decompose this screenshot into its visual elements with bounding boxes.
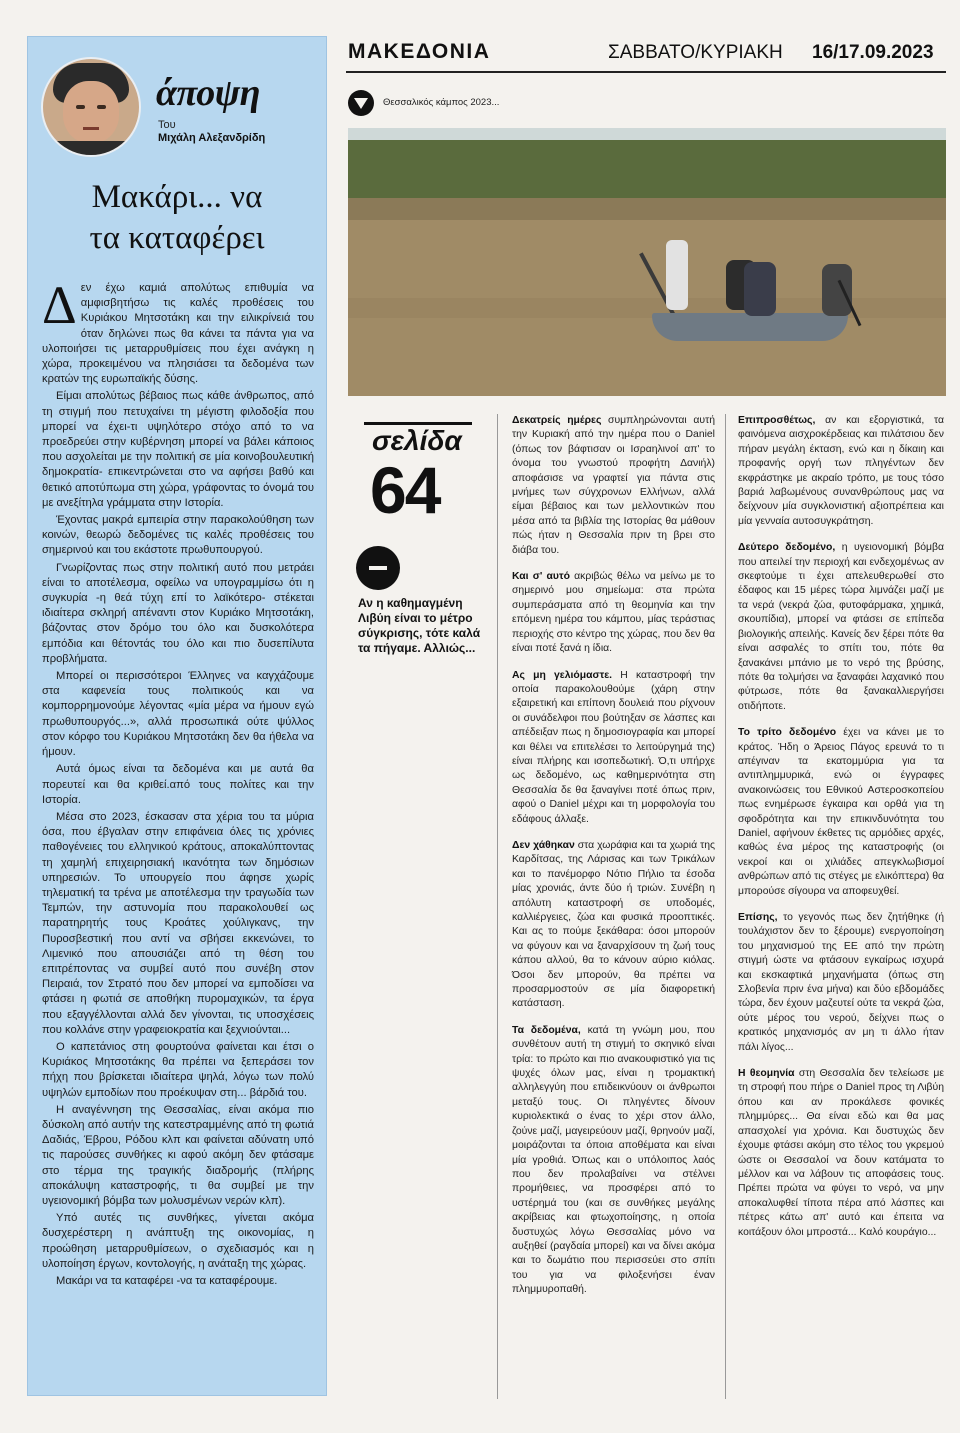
down-arrow-icon — [348, 90, 374, 116]
column-divider — [497, 414, 498, 1399]
page-label: σελίδα — [372, 425, 462, 456]
article-headline — [42, 177, 312, 259]
byline-author: Μιχάλη Αλεξανδρίδη — [158, 132, 266, 144]
paragraph: Τα δεδομένα, κατά τη γνώμη μου, που συνθέτουν αυτή τη στιγμή το σκηνικό είναι τρία: το πρώτο και πιο ανακουφιστικό για τις ψυχές όλων μας, είναι η τρομακτική αλληλεγγύη που επιδεικνύουν οι άνθρωποι μεταξύ τους. Οι πληγέντες δίνουν κυριολεκτικά ο ένας το χέρι στον άλλο, ζούνε μαζί, μαγειρεύουν μαζί, θρηνούν μαζί, μοιράζονται τα όποια αποθέματα και είναι μία γροθιά. Όπως και ο υπόλοιπος λαός που δεν προλαβαίνει να στέλνει προμήθειες, να προσφέρει από το υστέρημά του (και σε συνθήκες μεγάλης ακρίβειας και φτωχοποίησης, η οποία δυστυχώς λόγω Θεσσαλίας μόνο να αυξηθεί (ραγδαία μπορεί) και να δίνει ακόμα και το δωμάτιο που περισσεύει στο σπίτι του για να φιλοξενήσει έναν πλημμυροπαθή. — [512, 1024, 715, 1296]
photo-caption: Θεσσαλικός κάμπος 2023... — [383, 97, 500, 108]
paragraph: Υπό αυτές τις συνθήκες, γίνεται ακόμα δυσχερέστερη η ανάπτυξη της οικονομίας, η προώθηση μεταρρυθμίσεων, ο σχεδιασμός και η υλοποίηση έργων, κοντολογής, η ανάταξη της χώρας. — [42, 1212, 314, 1270]
paragraph: Η αναγέννηση της Θεσσαλίας, είναι ακόμα πιο δύσκολη από αυτήν της κατεστραμμένης από τη φωτιά Δαδιάς, Έβρου, Ρόδου κλπ και φαίνεται αδύνατη υπό τις παρούσες συνθήκες κι αφού ακόμη δεν φτάσαμε στο τέρμα της τραγικής διαδρομής (πλήρης αποκάλυψη καταστροφής, τι θα συμβεί με την υγειονομική βόμβα των μολυσμένων νερών κλπ). — [42, 1103, 314, 1207]
newspaper-masthead: ΜΑΚΕΔΟΝΙΑ — [348, 40, 491, 63]
paragraph: Το τρίτο δεδομένο έχει να κάνει με το κράτος. Ήδη ο Άρειος Πάγος ερευνά το τι απέγιναν τα εκατομμύρια για τα αντιπλημμυρικά, ενώ οι έγγραφες ανακοινώσεις του Εθνικού Αστεροσκοπείου πως ενημέρωσε έγκαιρα και ορθά για τη σφοδρότητα και την επικινδυνότητα του Daniel, αφήνουν έκθετες τις αρμόδιες αρχές, καθώς ένα μέρος της καταστροφής (οι νεκροί και οι χιλιάδες απεγκλωβισμοί ανθρώπων από τις στέγες με ελικόπτερα) θα μπορούσε σίγουρα να αποφευχθεί. — [738, 727, 944, 897]
paragraph: Δεύτερο δεδομένο, η υγειονομική βόμβα που απειλεί την περιοχή και ενδεχομένως αν σκεφτούμε τι έχει απελευθερωθεί στο έδαφος και 15 μέρες τώρα λιμνάζει μαζί με τα νερά (νεκρά ζώα, φυτοφάρμακα, χημικά, σκουπίδια), μπορεί να φτάσει σε επίπεδα βιολογικής απειλής. Κανείς δεν ξέρει πότε θα είναι ασφαλές το σπίτι του, πότε θα ξανακάνει μπάνιο με το νερό της βρύσης, πότε θα τολμήσει να ξαναφάει λαχανικό που φύτρωσε, πότε θα ξανακαλλιεργήσει οτιδήποτε. — [738, 542, 944, 712]
paragraph: Δεν έχω καμιά απολύτως επιθυμία να αμφισβητήσω τις καλές προθέσεις του Κυριάκου Μητσοτάκη και την ειλικρίνειά του όταν δηλώνει πως θα κάνει τα πάντα για να υλοποιήσει τις μεταρρυθμίσεις που έχει ανάγκη η χώρα, προκειμένου να πλησιάσει τα δεδομένα των κρατών της ευρωπαϊκής δύσης. — [42, 275, 314, 386]
paragraph: Και σ' αυτό ακριβώς θέλω να μείνω με το σημερινό μου σημείωμα: στα πρώτα συμπεράσματα από τη θεομηνία και την επόμενη ημέρα του κάμπου, μίας τεράστιας περιοχής στο κέντρο της χώρας, που δεν θα είναι ποτέ ξανά η ίδια. — [512, 571, 715, 655]
article-column-3 — [738, 414, 944, 1252]
header-divider — [346, 71, 946, 73]
minus-icon — [356, 546, 400, 590]
issue-date: 16/17.09.2023 — [812, 42, 934, 63]
flood-photo — [348, 128, 946, 396]
headline-line-2: τα καταφέρει — [89, 220, 265, 256]
column-divider — [725, 414, 726, 1399]
paragraph: Μέσα στο 2023, έσκασαν στα χέρια του τα μύρια όσα, που έβγαλαν στην επιφάνεια όλες τις χρόνιες παθογένειες του ελληνικού κράτους, αποκαλύπτοντας τη χαμηλή επιχειρησιακή ικανότητα των δημόσιων υπηρεσιών. Το υπουργείο που άφησε χωρίς τηλεματική τα τρένα με αποτέλεσμα την τραγωδία των Τεμπών, την αστυνομία που παρακολουθεί ως παρατηρητής τους Κροάτες χούλιγκανς, την Πυροσβεστική που αντί να σβήσει εκκενώνει, το Λιμενικό που απουσιάζει από τη θέση του επιτρέποντας να συμβεί αυτό που συνέβη στον Πειραιά, τον Στρατό που δεν μπορεί να εμποδίσει να φτάσει η φωτιά σε αποθήκη πυρομαχικών, τα έργα που εξαγγέλλονται αλλά δεν γίνονται, τις υποσχέσεις που κολλάνε στην γραφειοκρατία και ξεχνιούνται... — [42, 810, 314, 1036]
paragraph: Ο καπετάνιος στη φουρτούνα φαίνεται και έτσι ο Κυριάκος Μητσοτάκης θα πρέπει να ξεπεράσει τον πήχη που βρίσκεται ιδιαίτερα ψηλά, λόγω των πολύ υψηλών εμποδίων που προέκυψαν στη... βάρδιά του. — [42, 1040, 314, 1099]
byline-prefix: Του — [158, 119, 176, 131]
opinion-column — [27, 36, 327, 1396]
paragraph: Αυτά όμως είναι τα δεδομένα και με αυτά θα πορευτεί και θα κριθεί.από τους πολίτες και την Ιστορία. — [42, 763, 314, 806]
issue-day: ΣΑΒΒΑΤΟ/ΚΥΡΙΑΚΗ — [608, 42, 783, 63]
opinion-body — [42, 275, 314, 1291]
paragraph: Γνωρίζοντας πως στην πολιτική αυτό που μετράει είναι το αποτέλεσμα, οφείλω να υπογραμμίσω ότι η συγκυρία -η θεά τύχη επί το λαϊκότερο- στέκεται ιδιαίτερα σκληρή απέναντι στον Κυριάκο Μητσοτάκη, βάζοντας στον δρόμο του όλο και δυσκολότερα εμπόδια και θέτοντάς του όλο και πιο δυσεπίλυτα προβλήματα. — [42, 561, 314, 665]
paragraph: Είμαι απολύτως βέβαιος πως κάθε άνθρωπος, από τη στιγμή που πετυχαίνει τη μέγιστη φιλοδοξία που μπορεί να έχει-τι υψηλότερο στόχο από το να προεδρεύει στην κυβέρνηση μπορεί να βάλει κάποιος που ασχολείται με την πολιτική σε μία κοινοβουλευτική δημοκρατία- επικεντρώνεται στο να αφήσει βαθύ και θετικό αποτύπωμα στη χώρα, γράφοντας το όνομά του με ανεξίτηλα γράμματα στην Ιστορία. — [42, 390, 314, 509]
paragraph: Επίσης, το γεγονός πως δεν ζητήθηκε (ή τουλάχιστον δεν το ξέρουμε) ενεργοποίηση του μηχανισμού της ΕΕ από την πρώτη στιγμή ώστε να φτάσουν εγκαίρως ισχυρά και εκσκαφτικά μηχανήματα (όπως στη Σλοβενία πριν ένα μήνα) και δύο εβδομάδες τώρα, δεν έχουν μαζευτεί ούτε τα νεκρά ζώα, ούτε μέρος του νερού, δείχνει πως ο κρατικός μηχανισμός αν μη τι άλλο ήταν πάλι λίγος... — [738, 912, 944, 1053]
paragraph: Επιπροσθέτως, αν και εξοργιστικά, τα φαινόμενα αισχροκέρδειας και πιλάτσιου δεν πήραν μεγάλη έκταση, ενώ και η δίκαιη και προφανής οργή των πληγέντων δεν εκφράστηκε με ακραίο τρόπο, με τους τόσο βαριά λαβωμένους συνανθρώπους μας να δείχνουν μία συγκλονιστική αξιοπρέπεια και μία γενναία αυτοσυγκράτηση. — [738, 415, 944, 527]
paragraph: Μπορεί οι περισσότεροι Έλληνες να καγχάζουμε στα καφενεία τους πολιτικούς και να κομπορρημονούμε λέγοντας «μία μέρα να ήμουν εγώ πρωθυπουργός...», αλλά προσωπικά ούτε ψύλλος στον κόρφο του Κυριάκου Μητσοτάκη δεν θα ήθελα να ήμουν. — [42, 670, 314, 759]
page-teaser: Αν η καθημαγμένη Λιβύη είναι το μέτρο σύγκρισης, τότε καλά τα πήγαμε. Αλλιώς... — [358, 596, 481, 655]
paragraph: Η θεομηνία στη Θεσσαλία δεν τελείωσε με τη στροφή που πήρε ο Daniel προς τη Λιβύη όπου και αν προκάλεσε φονικές πλημμύρες... Θα είναι εδώ και θα μας απασχολεί για χρόνια. Και δυστυχώς δεν έχουμε φτάσει ακόμη στο τέλος του γκρεμού ώστε οι Θεσσαλοί να δουν κατάματα το μέλλον και να λάβουν τις αποφάσεις τους. Πρέπει πρώτα να φύγει το νερό, να μην αποκαλυφθεί τίποτα πέρα από λάσπες και πέτρες κάτω απ' αυτό και έπειτα να κοιτάξουν όλοι μπροστά... Καλό κουράγιο... — [738, 1068, 944, 1238]
paragraph: Ας μη γελιόμαστε. Η καταστροφή την οποία παρακολουθούμε (χάρη στην εξαιρετική και επίπονη δουλειά που ρίχνουν οι συνάδελφοι που βούτηξαν σε λάσπες και απέδειξαν πως η δημοσιογραφία και μπορεί και θέλει να επιτελέσει το λειτούργημά της) είναι πλήρης και ισοπεδωτική. Ό,τι υπήρχε ως δεδομένο, ως καθημερινότητα στη Θεσσαλία δε θα ξαναγίνει ποτέ όπως πριν, αφού ο Daniel μέχρι και τη μορφολογία του εδάφους άλλαξε. — [512, 669, 715, 825]
headline-line-1: Μακάρι... να — [91, 179, 263, 215]
paragraph: Έχοντας μακρά εμπειρία στην παρακολούθηση των κοινών, θεωρώ δεδομένες τις καλές προθέσεις του σημερινού και του εκάστοτε πρωθυπουργού. — [42, 514, 314, 557]
section-label: άποψη — [156, 72, 260, 114]
page-number: 64 — [370, 453, 440, 527]
article-column-2 — [512, 414, 715, 1310]
paragraph: Μακάρι να τα καταφέρει -να τα καταφέρουμε. — [56, 1275, 278, 1287]
paragraph: Δεκατρείς ημέρες συμπληρώνονται αυτή την Κυριακή από την ημέρα που ο Daniel (όπως τον βάφτισαν οι Ισραηλινοί απ' το όνομα του γνωστού προφήτη Δανιήλ) αποφάσισε να γραφτεί για πάντα στις μνήμες των σύγχρονων Ελλήνων, αλλά είμαι βέβαιος και των μελλοντικών που μέσα από τα βιβλία της Ιστορίας θα μάθουν πώς ήταν η Θεσσαλία πριν τη βρει στο διάβα του. — [512, 415, 715, 556]
author-avatar — [41, 57, 141, 157]
drop-cap: Δ — [42, 275, 77, 335]
paragraph: Δεν χάθηκαν στα χωράφια και τα χωριά της Καρδίτσας, της Λάρισας και των Τρικάλων και το πανέμορφο Νότιο Πήλιο τα έσοδα μίας χρονιάς, άντε δύο ή τριών. Συνέβη η απόλυτη καταστροφή σε υποδομές, καλλιέργειες, ζώα και φυσικά προοπτικές. Και ας το πούμε ξεκάθαρα: όσοι μπορούν να φύγουν και να ξαναρχίσουν τη ζωή τους κάπου αλλού, θα το κάνουν αύριο κιόλας. Όσοι δεν μπορούν, θα πρέπει να προσαρμοστούν σε μία διαφορετική κατάσταση. — [512, 839, 715, 1010]
